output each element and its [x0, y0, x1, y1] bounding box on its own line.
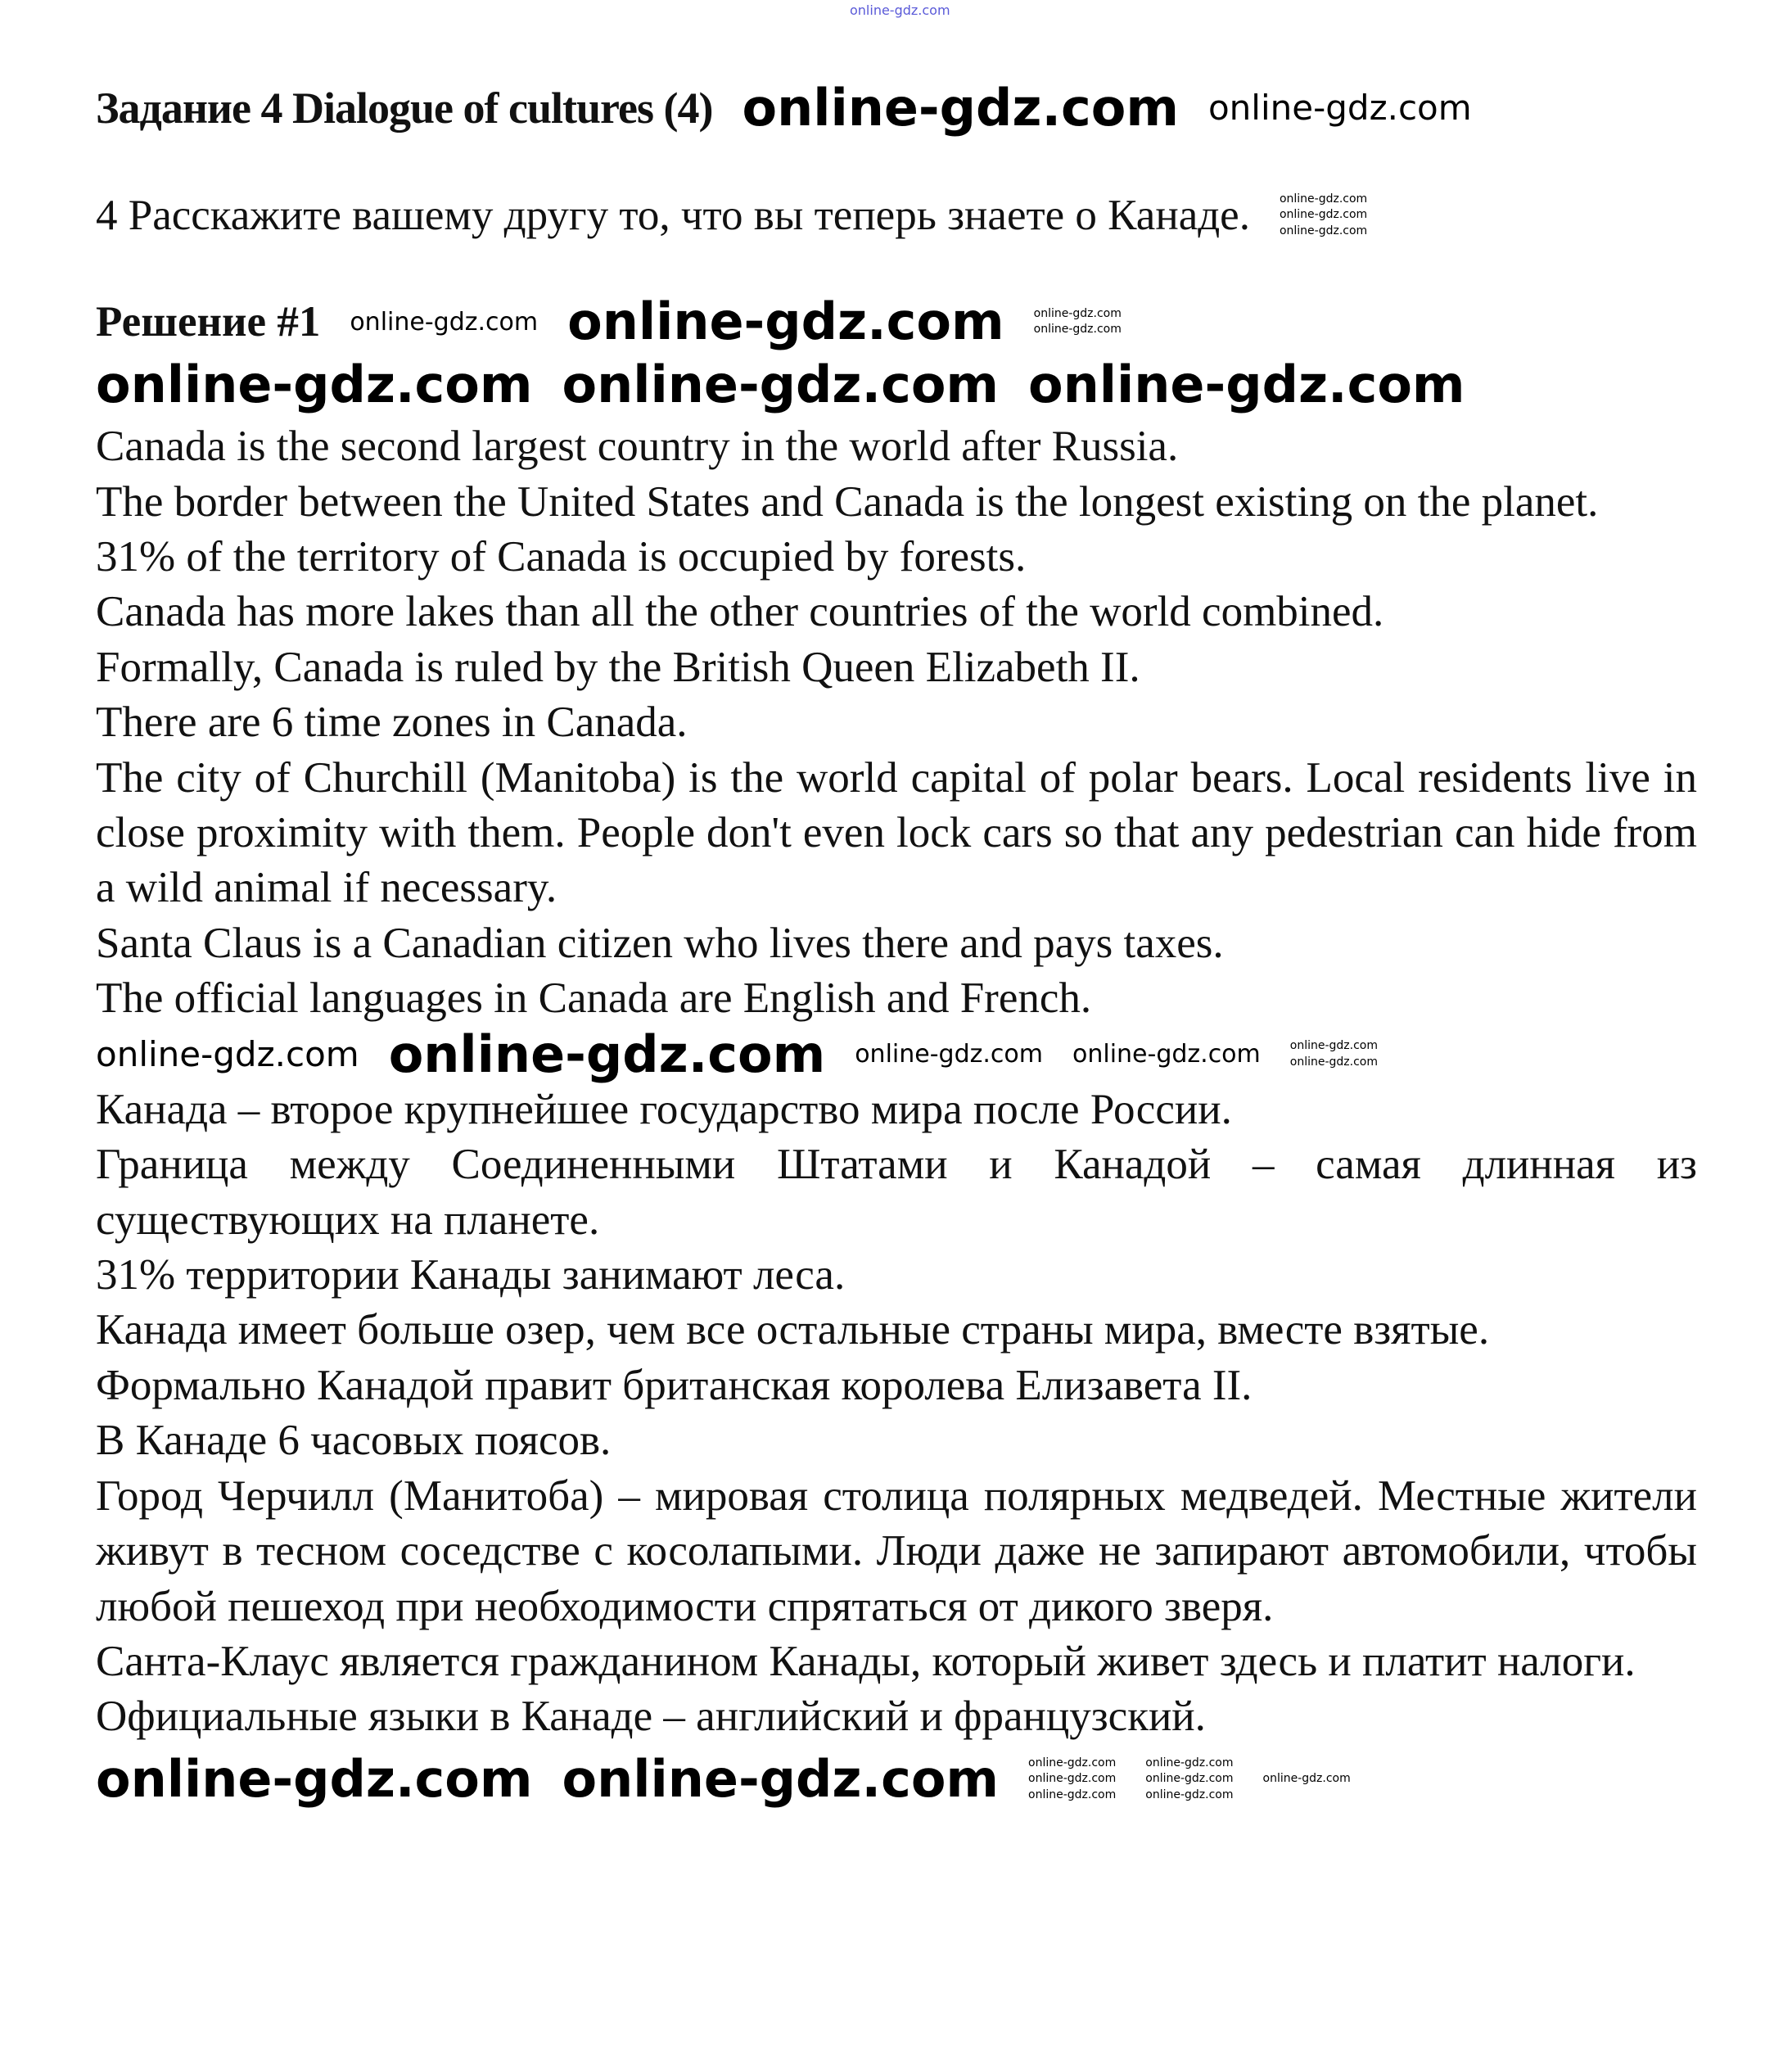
task-text: 4 Расскажите вашему другу то, что вы теперь знаете о Канаде. [96, 192, 1250, 239]
watermark: online-gdz.com [1033, 323, 1122, 336]
watermark: online-gdz.com [1289, 1055, 1378, 1069]
watermark-row [96, 1024, 1697, 1084]
watermark-group [1263, 1773, 1351, 1785]
watermark: online-gdz.com [1145, 1756, 1234, 1769]
watermark: online-gdz.com [1145, 1772, 1234, 1786]
page-title: Задание 4 Dialogue of cultures (4) [96, 84, 713, 133]
watermark: online-gdz.com [1262, 1772, 1351, 1786]
watermark: online-gdz.com [1207, 87, 1472, 128]
english-line: Canada has more lakes than all the other countries of the world combined. [96, 588, 1384, 636]
russian-line: Санта-Клаус является гражданином Канады, который живет здесь и платит налоги. [96, 1637, 1636, 1685]
watermark: online-gdz.com [1028, 1756, 1117, 1769]
russian-line: Канада – второе крупнейшее государство мира после России. [96, 1085, 1232, 1133]
russian-line: 31% территории Канады занимают леса. [96, 1251, 846, 1299]
english-line: Canada is the second largest country in the world after Russia. [96, 423, 1179, 471]
watermark: online-gdz.com [96, 355, 533, 414]
russian-line: Формально Канадой правит британская королева Елизавета II. [96, 1361, 1253, 1409]
watermark: online-gdz.com [562, 355, 1000, 414]
watermark: online-gdz.com [1289, 1039, 1378, 1053]
watermark: online-gdz.com [388, 1024, 826, 1084]
watermark: online-gdz.com [1279, 208, 1368, 222]
english-line: The city of Churchill (Manitoba) is the world capital of polar bears. Local residents live in close proximity with them. People don't even lock cars so that any pedestrian can hide from a wild animal if necessary. [96, 753, 1697, 912]
watermark: online-gdz.com [850, 2, 950, 18]
watermark-row [96, 1748, 1697, 1809]
heading-row [96, 79, 1697, 138]
english-line: Formally, Canada is ruled by the British Queen Elizabeth II. [96, 643, 1140, 691]
watermark: online-gdz.com [1028, 1772, 1117, 1786]
english-line: 31% of the territory of Canada is occupied by forests. [96, 533, 1027, 581]
russian-line: Город Черчилл (Манитоба) – мировая столица полярных медведей. Местные жители живут в тесном соседстве с косолапыми. Люди даже не запирают автомобили, чтобы любой пешеход при необходимости спрятаться от дикого зверя. [96, 1471, 1697, 1630]
solution-label: Решение #1 [96, 298, 321, 346]
russian-text [96, 1082, 1697, 1745]
watermark: online-gdz.com [567, 291, 1004, 351]
watermark: online-gdz.com [562, 1748, 1000, 1809]
watermark: online-gdz.com [855, 1040, 1043, 1069]
watermark: online-gdz.com [350, 307, 539, 337]
watermark-group [1034, 308, 1122, 337]
watermark: online-gdz.com [1072, 1040, 1261, 1069]
watermark-group [1280, 193, 1367, 237]
watermark-group [1290, 1040, 1378, 1069]
task-row [96, 187, 1697, 244]
watermark-group [1145, 1757, 1233, 1801]
watermark: online-gdz.com [96, 1748, 533, 1809]
russian-line: В Канаде 6 часовых поясов. [96, 1417, 612, 1465]
watermark: online-gdz.com [96, 1033, 359, 1074]
watermark: online-gdz.com [1279, 192, 1368, 206]
document-page [96, 79, 1697, 1807]
solution-row [96, 293, 1697, 350]
watermark: online-gdz.com [742, 77, 1179, 138]
russian-line: Официальные языки в Канаде – английский и французский. [96, 1693, 1206, 1741]
watermark-row [96, 357, 1697, 413]
watermark: online-gdz.com [1033, 306, 1122, 320]
watermark: online-gdz.com [1279, 224, 1368, 237]
english-line: Santa Claus is a Canadian citizen who lives there and pays taxes. [96, 919, 1224, 967]
english-line: There are 6 time zones in Canada. [96, 698, 688, 747]
russian-line: Граница между Соединенными Штатами и Канадой – самая длинная из существующих на планете. [96, 1141, 1697, 1244]
english-text [96, 419, 1697, 1026]
russian-line: Канада имеет больше озер, чем все остальные страны мира, вместе взятые. [96, 1306, 1490, 1354]
english-line: The border between the United States and Canada is the longest existing on the planet. [96, 477, 1599, 526]
watermark-group [1028, 1757, 1116, 1801]
watermark: online-gdz.com [1145, 1788, 1234, 1801]
watermark: online-gdz.com [1028, 355, 1465, 414]
english-line: The official languages in Canada are English and French. [96, 974, 1092, 1023]
watermark: online-gdz.com [1028, 1788, 1117, 1801]
